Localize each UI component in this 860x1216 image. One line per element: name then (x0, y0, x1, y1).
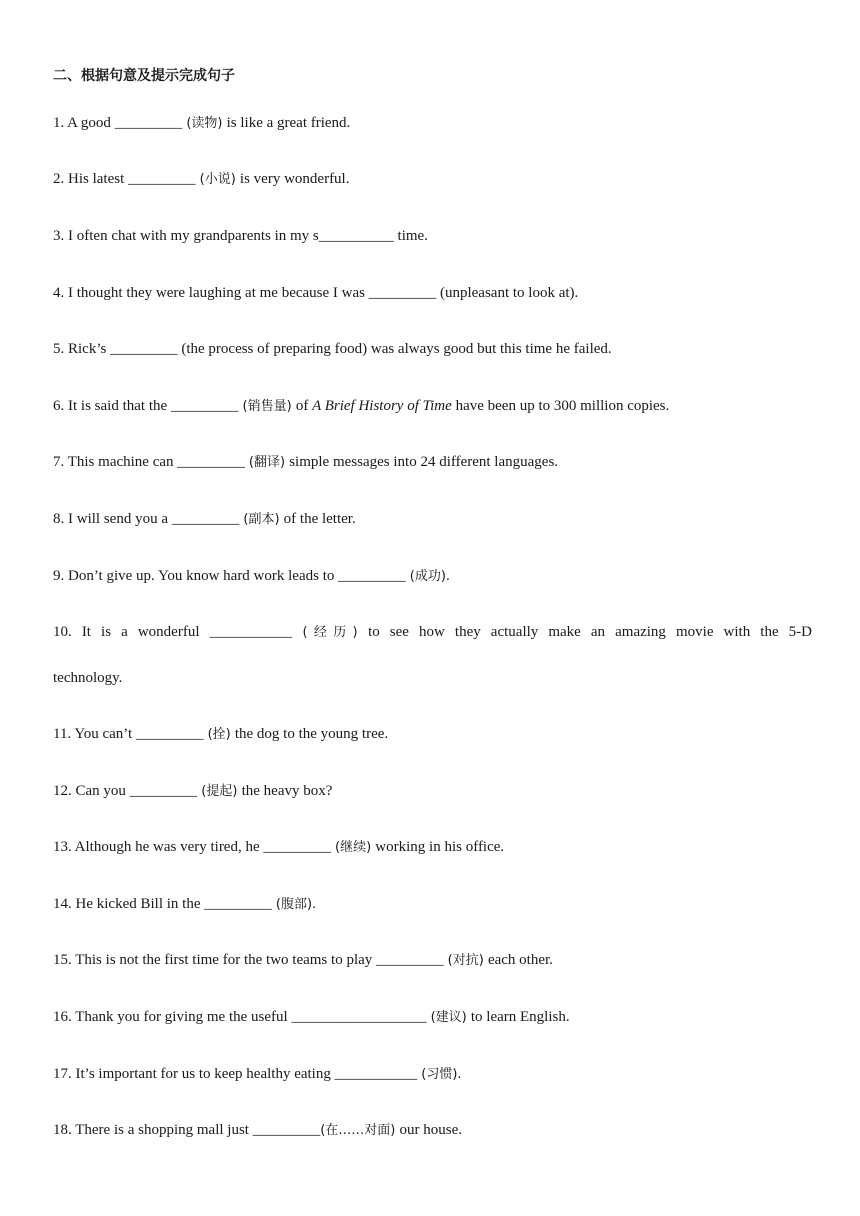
answer-blank[interactable]: _________ (368, 285, 437, 301)
question-text-end: is like a great friend. (226, 115, 351, 131)
question-3 (53, 225, 428, 247)
answer-blank[interactable]: _________ (128, 171, 196, 187)
question-text: 11. You can’t (53, 726, 136, 742)
hint: (经历) (292, 625, 369, 640)
question-text: 12. Can you (53, 783, 130, 799)
question-text: 9. Don’t give up. You know hard work leads to (53, 568, 339, 584)
question-text: 8. I will send you a (53, 511, 172, 527)
hint: (翻译) (244, 455, 290, 470)
question-text: 1. A good (53, 115, 115, 131)
question-text: 16. Thank you for giving me the useful (53, 1009, 292, 1025)
answer-blank[interactable]: _________ (114, 115, 183, 131)
question-text-end: to learn English. (470, 1009, 570, 1025)
question-11 (53, 723, 388, 746)
hint: (腹部). (271, 897, 317, 912)
answer-blank[interactable]: _________ (376, 952, 444, 968)
hint: (读物) (182, 116, 227, 131)
question-text-end: the dog to the young tree. (234, 726, 389, 742)
answer-blank[interactable]: _________ (263, 839, 331, 855)
question-text-end: each other. (487, 952, 553, 968)
question-text-end: our house. (399, 1122, 462, 1138)
question-text: 6. It is said that the (53, 398, 171, 414)
answer-blank[interactable]: _________ (170, 398, 239, 414)
question-text-continued: technology. (53, 670, 123, 686)
answer-blank[interactable]: _________ (110, 341, 178, 357)
question-text-end: was always good but this time he failed. (370, 341, 612, 357)
hint: (the process of preparing food) (177, 341, 371, 357)
answer-blank[interactable]: _________ (338, 568, 406, 584)
question-text: 3. I often chat with my grandparents in my s (53, 228, 319, 244)
answer-blank[interactable]: ___________ (209, 624, 293, 640)
book-title: A Brief History of Time (312, 398, 452, 414)
answer-blank[interactable]: ___________ (334, 1066, 418, 1082)
question-18 (53, 1119, 462, 1142)
question-16 (53, 1006, 570, 1029)
answer-blank[interactable]: __________ (318, 228, 394, 244)
question-12 (53, 780, 332, 803)
hint: (对抗) (443, 953, 488, 968)
question-text: 10. It is a wonderful (53, 624, 210, 640)
question-text-end: have been up to 300 million copies. (451, 398, 670, 414)
question-13 (53, 836, 504, 859)
question-6 (53, 395, 669, 418)
question-10 (53, 621, 812, 644)
question-text: 15. This is not the first time for the two teams to play (53, 952, 377, 968)
question-text: 18. There is a shopping mall just (53, 1122, 253, 1138)
question-text-end: working in his office. (375, 839, 505, 855)
question-text-end: simple messages into 24 different languages. (289, 454, 559, 470)
question-text: 17. It’s important for us to keep healthy eating (53, 1066, 335, 1082)
question-text: 2. His latest (53, 171, 128, 187)
question-9 (53, 565, 450, 588)
question-14 (53, 893, 316, 916)
question-text: 13. Although he was very tired, he (53, 839, 264, 855)
answer-blank[interactable]: _________ (252, 1122, 321, 1138)
answer-blank[interactable]: _________ (171, 511, 240, 527)
hint: (在……对面) (320, 1123, 400, 1138)
question-10-continued (53, 667, 122, 689)
answer-blank[interactable]: _________ (129, 783, 198, 799)
hint: (小说) (195, 172, 240, 187)
question-2 (53, 168, 349, 191)
answer-blank[interactable]: _________ (135, 726, 204, 742)
question-text: 7. This machine can (53, 454, 178, 470)
question-text: 4. I thought they were laughing at me because I was (53, 285, 369, 301)
question-17 (53, 1063, 462, 1086)
answer-blank[interactable]: _________ (204, 896, 272, 912)
hint: (拴) (203, 727, 235, 742)
question-text-end: the heavy box? (241, 783, 333, 799)
hint: (销售量) (238, 399, 296, 414)
section-heading: 二、根据句意及提示完成句子 (53, 68, 235, 84)
question-text-end: of the letter. (283, 511, 356, 527)
hint: (继续) (330, 840, 376, 855)
question-5 (53, 338, 612, 360)
hint: (建议) (426, 1010, 471, 1025)
question-1 (53, 112, 350, 135)
hint: (副本) (239, 512, 284, 527)
question-8 (53, 508, 356, 531)
question-text-end: is very wonderful. (239, 171, 350, 187)
question-text-end: time. (393, 228, 428, 244)
question-text-mid: of (295, 398, 313, 414)
question-7 (53, 451, 558, 474)
hint: (unpleasant to look at). (436, 285, 579, 301)
hint: (习惯). (417, 1067, 462, 1082)
hint: (成功). (405, 569, 451, 584)
question-text-end: to see how they actually make an amazing movie with the 5-D (368, 624, 812, 640)
answer-blank[interactable]: _________ (177, 454, 245, 470)
answer-blank[interactable]: __________________ (291, 1009, 427, 1025)
question-text: 14. He kicked Bill in the (53, 896, 205, 912)
question-15 (53, 949, 553, 972)
question-4 (53, 282, 578, 304)
hint: (提起) (197, 784, 242, 799)
question-text: 5. Rick’s (53, 341, 111, 357)
